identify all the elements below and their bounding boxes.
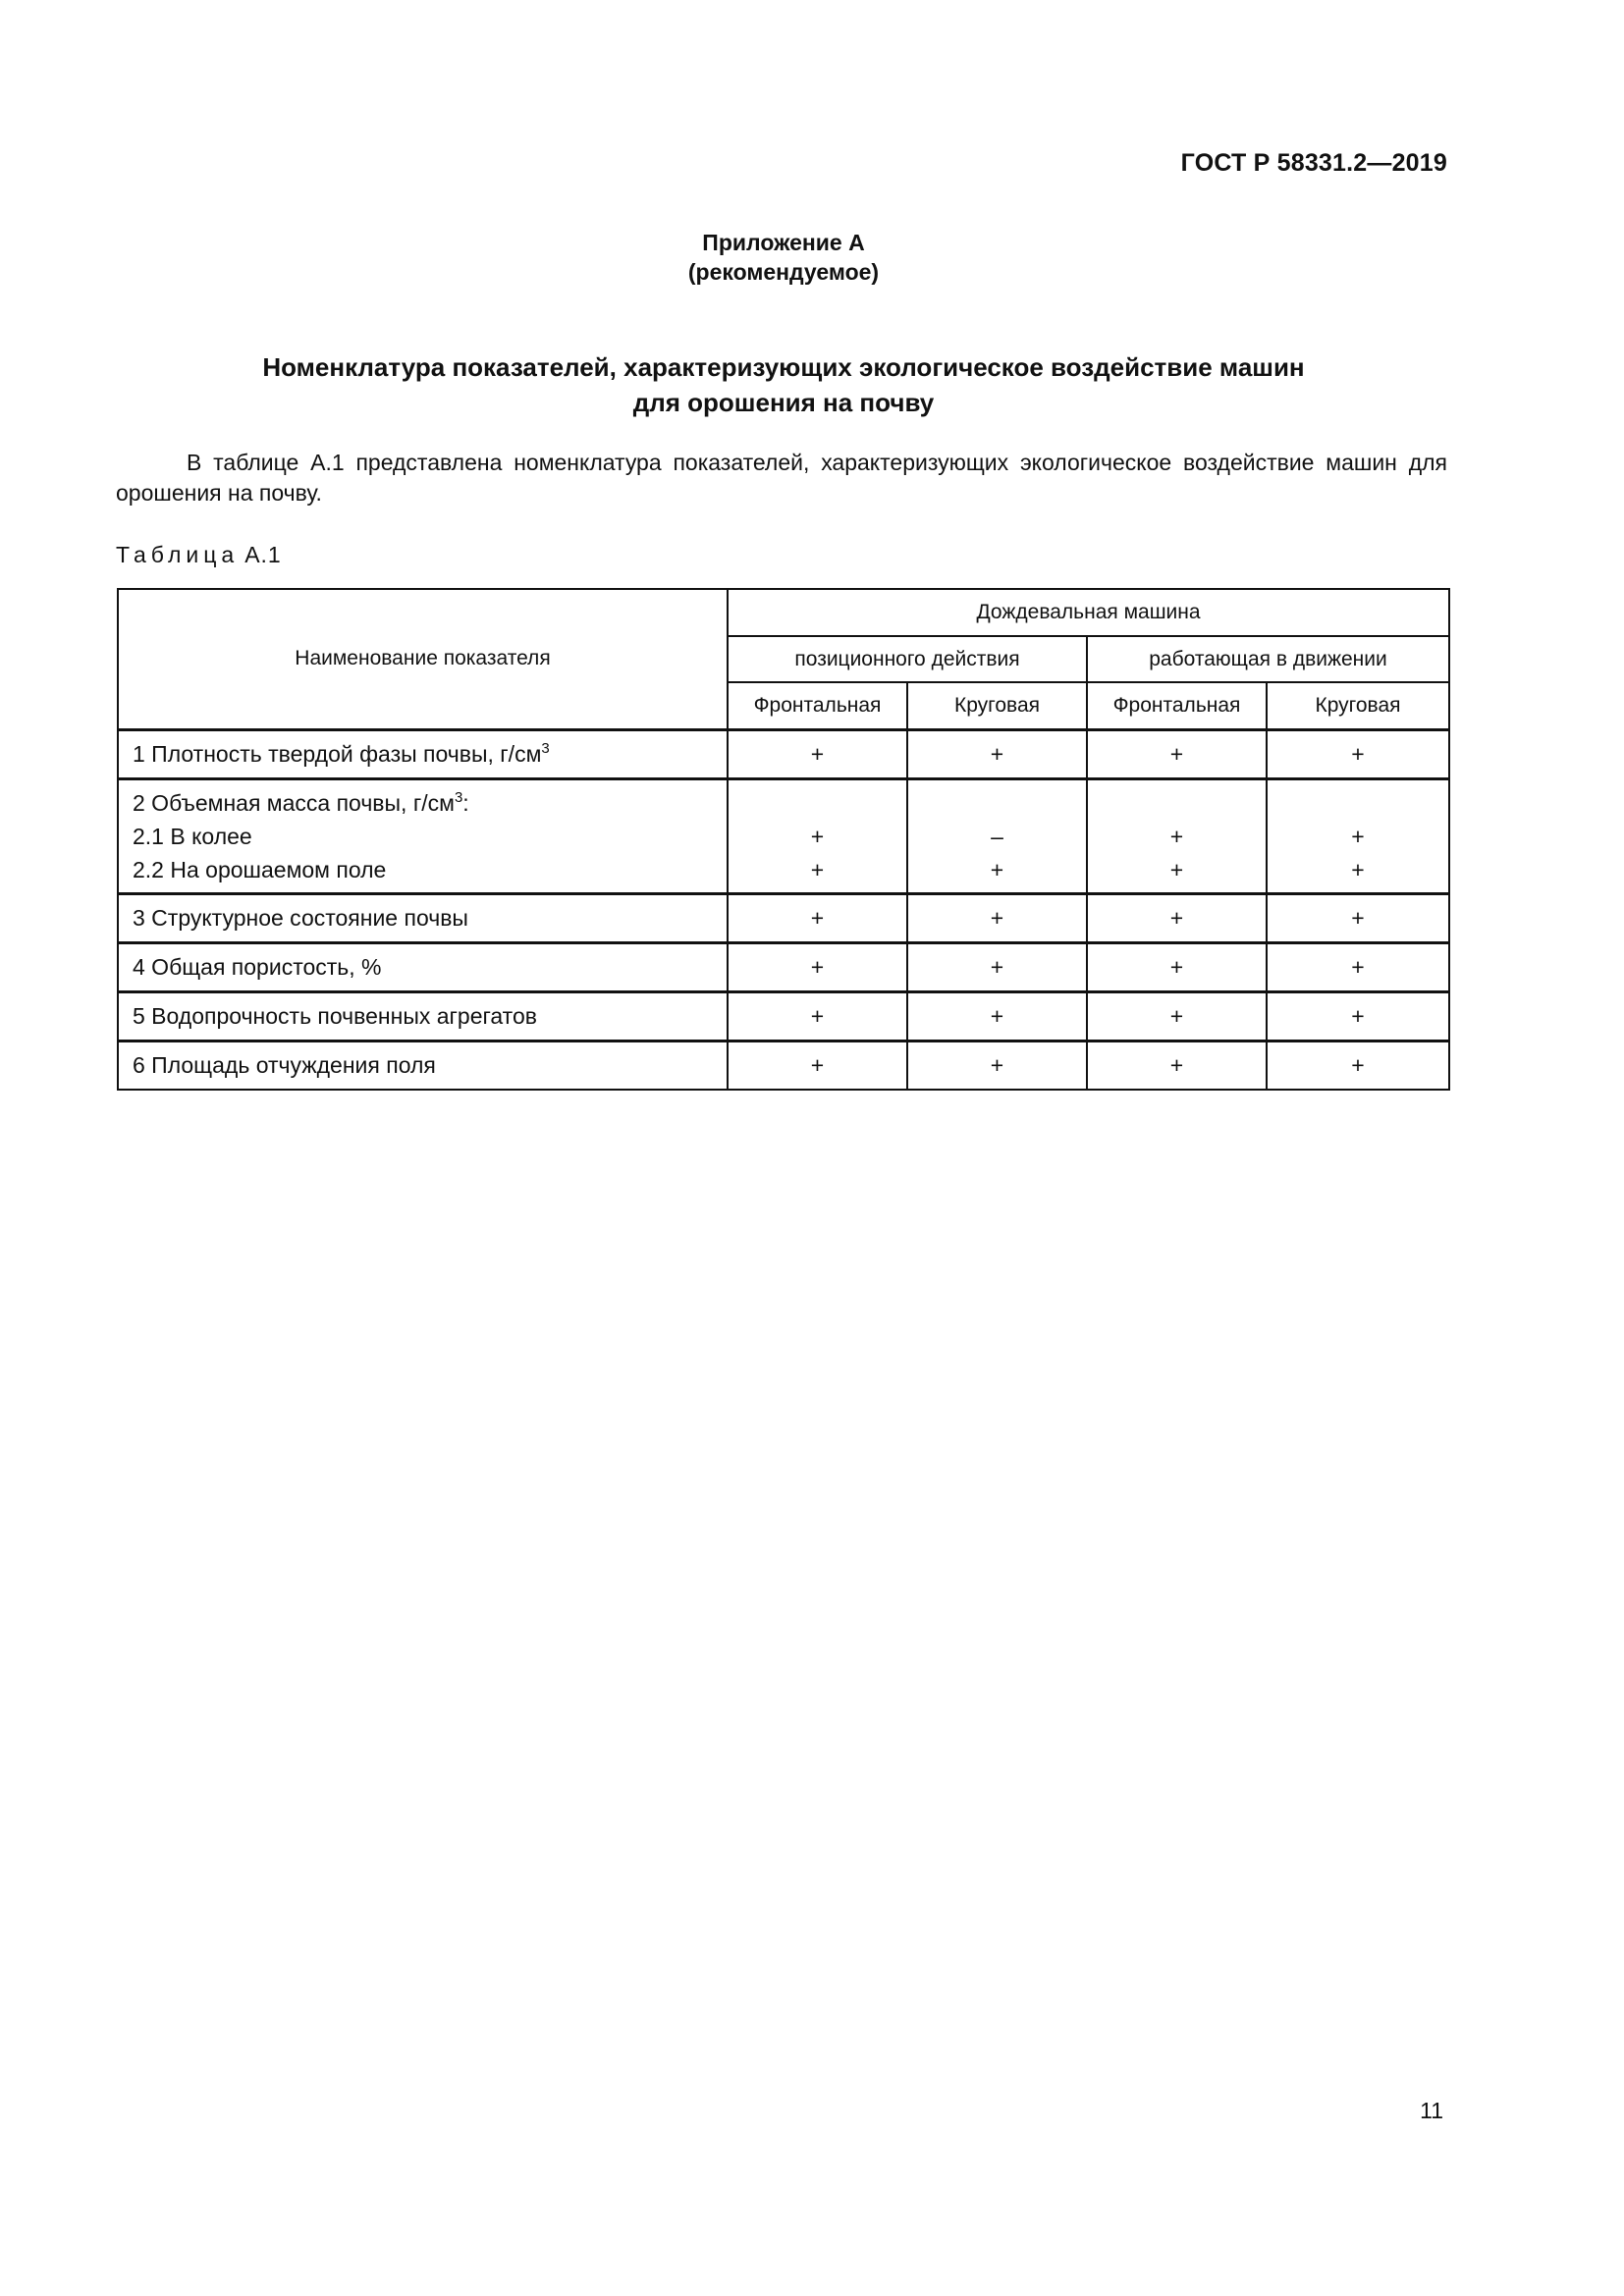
mark-cell: +: [1087, 729, 1267, 778]
table-row: [118, 778, 1449, 893]
column-header-circular-2: Круговая: [1267, 682, 1449, 729]
mark-cell: +: [1267, 893, 1449, 942]
table-caption: [116, 542, 282, 568]
mark-cell: +: [728, 991, 907, 1041]
mark-spacer: [729, 786, 906, 820]
mark-cell: [1087, 778, 1267, 893]
indicator-name: [118, 778, 728, 893]
mark-cell: +: [907, 729, 1087, 778]
mark-cell: +: [728, 729, 907, 778]
indicator-name-suffix: :: [462, 789, 469, 816]
column-header-frontal-1: Фронтальная: [728, 682, 907, 729]
mark-value: –: [991, 823, 1003, 849]
appendix-heading: [0, 228, 1567, 287]
mark-cell: +: [1087, 942, 1267, 991]
table-row: [118, 729, 1449, 778]
column-group-positional: позиционного действия: [728, 636, 1087, 682]
indicator-name: [118, 729, 728, 778]
mark-cell: +: [728, 893, 907, 942]
mark-spacer: [908, 786, 1086, 820]
mark-cell: [1267, 778, 1449, 893]
indicator-name: 3 Структурное состояние почвы: [118, 893, 728, 942]
column-header-indicator-name: Наименование показателя: [118, 589, 728, 729]
intro-text: В таблице А.1 представлена номенклатура показателей, характеризующих экологическое воздействие машин для орошения на почву.: [116, 450, 1447, 506]
mark-cell: +: [1267, 991, 1449, 1041]
mark-value: +: [1169, 823, 1184, 849]
indicator-name: 5 Водопрочность почвенных агрегатов: [118, 991, 728, 1041]
appendix-status: (рекомендуемое): [687, 259, 880, 285]
mark-cell: +: [1087, 893, 1267, 942]
indicator-name: 6 Площадь отчуждения поля: [118, 1041, 728, 1090]
mark-value: +: [1169, 856, 1184, 882]
indicator-subitem: 2.2 На орошаемом поле: [133, 856, 387, 882]
section-title: [118, 349, 1449, 420]
mark-spacer: [1268, 786, 1448, 820]
table-caption-number: А.1: [244, 542, 282, 567]
mark-cell: +: [1087, 1041, 1267, 1090]
table-row: [118, 1041, 1449, 1090]
superscript: 3: [454, 788, 463, 806]
section-title-line-1: Номенклатура показателей, характеризующих экологическое воздействие машин: [262, 352, 1305, 382]
table-header-row-1: [118, 589, 1449, 636]
table-caption-word: Таблица: [116, 542, 240, 567]
column-group-moving: работающая в движении: [1087, 636, 1449, 682]
indicator-name-text: 1 Плотность твердой фазы почвы, г/см: [133, 741, 542, 767]
indicators-table: [117, 588, 1450, 1091]
mark-value: +: [1351, 856, 1365, 882]
column-header-frontal-2: Фронтальная: [1087, 682, 1267, 729]
indicator-group-title: [133, 786, 727, 820]
indicator-subitem: 2.1 В колее: [133, 823, 252, 849]
intro-paragraph: [116, 448, 1447, 508]
mark-value: +: [990, 856, 1004, 882]
mark-cell: +: [1087, 991, 1267, 1041]
mark-cell: +: [1267, 1041, 1449, 1090]
table-row: [118, 893, 1449, 942]
mark-cell: +: [1267, 942, 1449, 991]
indicator-name-text: 2 Объемная масса почвы, г/см: [133, 789, 455, 816]
mark-cell: +: [907, 942, 1087, 991]
superscript: 3: [541, 740, 550, 757]
mark-cell: [728, 778, 907, 893]
mark-cell: +: [907, 1041, 1087, 1090]
mark-cell: +: [728, 1041, 907, 1090]
mark-value: +: [810, 823, 825, 849]
mark-cell: +: [907, 991, 1087, 1041]
section-title-line-2: для орошения на почву: [632, 388, 935, 417]
column-header-sprinkler-machine: Дождевальная машина: [728, 589, 1449, 636]
appendix-title: Приложение А: [702, 230, 865, 255]
mark-spacer: [1088, 786, 1266, 820]
table-row: [118, 991, 1449, 1041]
mark-cell: +: [1267, 729, 1449, 778]
table-row: [118, 942, 1449, 991]
mark-cell: +: [728, 942, 907, 991]
mark-cell: +: [907, 893, 1087, 942]
mark-cell: [907, 778, 1087, 893]
column-header-circular-1: Круговая: [907, 682, 1087, 729]
page-number: 11: [1420, 2098, 1443, 2123]
mark-value: +: [1351, 823, 1365, 849]
indicator-name: 4 Общая пористость, %: [118, 942, 728, 991]
document-code: ГОСТ Р 58331.2—2019: [1180, 149, 1447, 177]
mark-value: +: [810, 856, 825, 882]
